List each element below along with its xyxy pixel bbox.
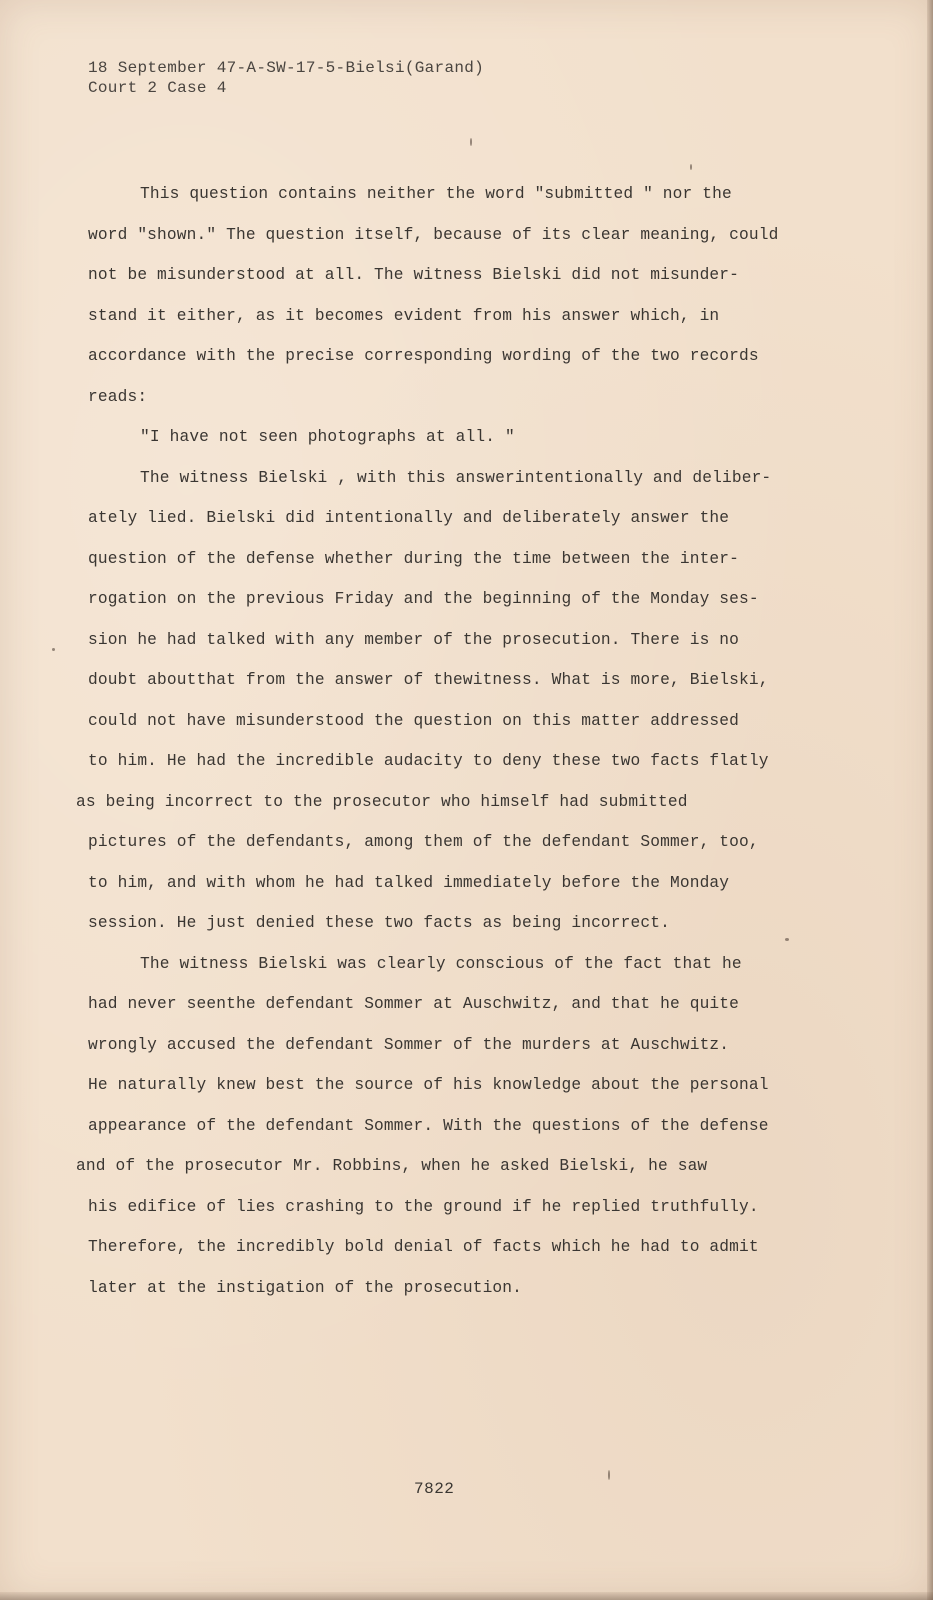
text-line: rogation on the previous Friday and the beginning of the Monday ses- <box>88 590 759 608</box>
document-header <box>88 58 484 98</box>
text-line: appearance of the defendant Sommer. With the questions of the defense <box>88 1116 769 1135</box>
quoted-answer-line: "I have not seen photographs at all. " <box>140 428 515 446</box>
text-line: not be misunderstood at all. The witness Bielski did not misunder- <box>88 266 740 284</box>
text-line: This question contains neither the word "submitted " nor the <box>140 185 732 203</box>
paper-speck <box>785 938 789 941</box>
paper-speck <box>608 1470 610 1480</box>
text-line: He naturally knew best the source of his knowledge about the personal <box>88 1076 769 1094</box>
text-line: session. He just denied these two facts as being incorrect. <box>88 914 670 932</box>
text-line: pictures of the defendants, among them of the defendant Sommer, too, <box>88 833 759 851</box>
text-line: as being incorrect to the prosecutor who himself had submitted <box>76 792 688 811</box>
text-line: word "shown." The question itself, because of its clear meaning, could <box>88 225 779 244</box>
text-line: to him, and with whom he had talked immediately before the Monday <box>88 873 730 892</box>
text-line: his edifice of lies crashing to the ground if he replied truthfully. <box>88 1197 759 1216</box>
text-line: doubt aboutthat from the answer of thewitness. What is more, Bielski, <box>88 671 769 689</box>
text-line: ately lied. Bielski did intentionally and deliberately answer the <box>88 509 730 527</box>
header-date-reference: 18 September 47-A-SW-17-5-Bielsi(Garand) <box>88 59 485 77</box>
text-line: to him. He had the incredible audacity to deny these two facts flatly <box>88 752 769 770</box>
text-line: question of the defense whether during the time between the inter- <box>88 549 740 568</box>
text-line: Therefore, the incredibly bold denial of facts which he had to admit <box>88 1238 759 1256</box>
page-number: 7822 <box>414 1480 455 1498</box>
header-court-case: Court 2 Case 4 <box>88 79 227 97</box>
text-line: could not have misunderstood the question on this matter addressed <box>88 711 740 730</box>
text-line: The witness Bielski , with this answerintentionally and deliber- <box>140 468 772 487</box>
text-line: sion he had talked with any member of the prosecution. There is no <box>88 630 740 649</box>
paper-speck <box>52 648 55 651</box>
page-edge-right <box>927 0 933 1600</box>
paper-speck <box>690 164 692 170</box>
page-edge-bottom <box>0 1592 933 1600</box>
paper-speck <box>470 138 472 146</box>
text-line: wrongly accused the defendant Sommer of the murders at Auschwitz. <box>88 1035 730 1054</box>
text-line: The witness Bielski was clearly conscious of the fact that he <box>140 954 742 973</box>
text-line: had never seenthe defendant Sommer at Auschwitz, and that he quite <box>88 995 740 1013</box>
text-line: accordance with the precise corresponding wording of the two records <box>88 347 759 365</box>
text-line: later at the instigation of the prosecution. <box>88 1278 523 1297</box>
document-body <box>76 174 908 1308</box>
text-line: and of the prosecutor Mr. Robbins, when he asked Bielski, he saw <box>76 1157 708 1175</box>
text-line: stand it either, as it becomes evident from his answer which, in <box>88 306 720 325</box>
text-line: reads: <box>88 387 148 406</box>
